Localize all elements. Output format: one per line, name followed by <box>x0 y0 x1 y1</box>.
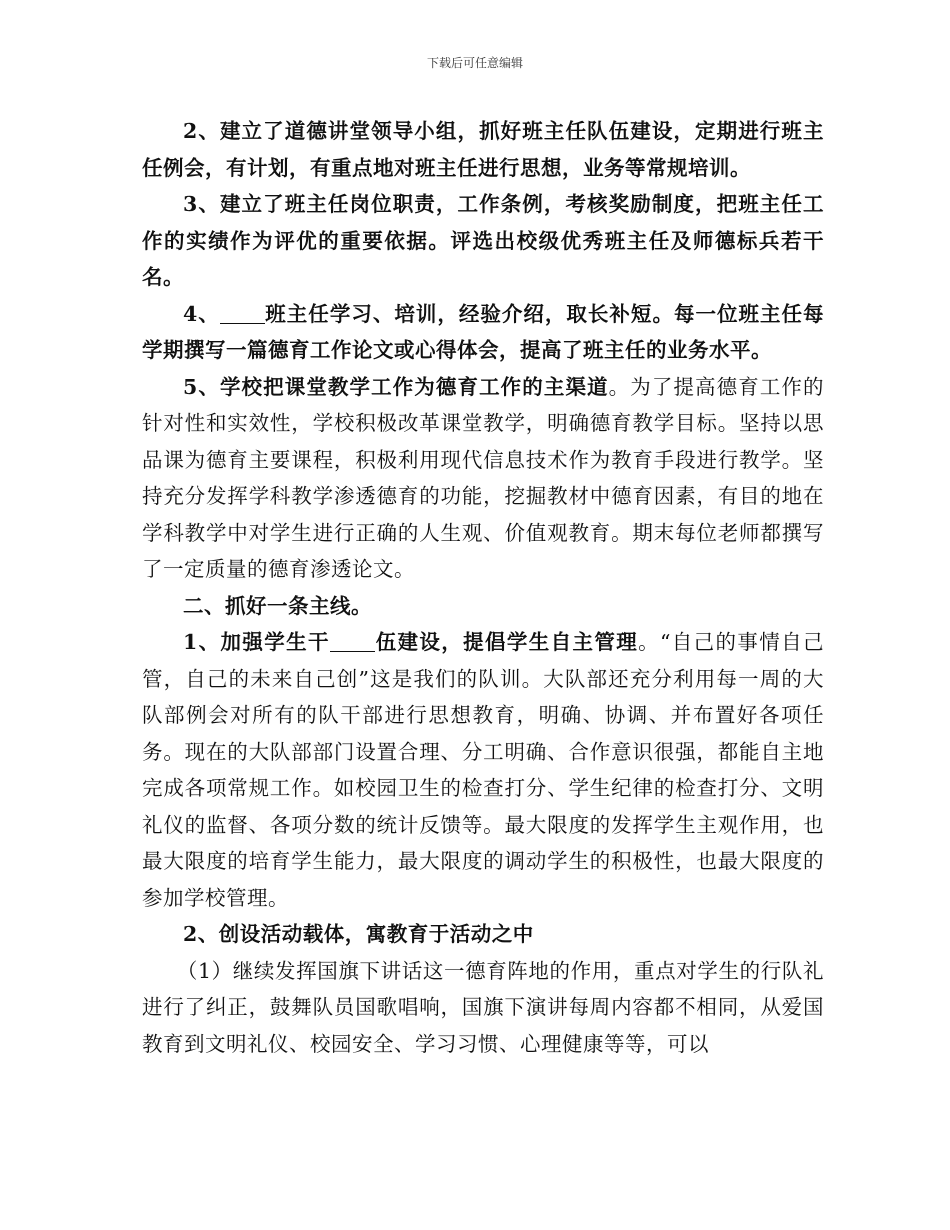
paragraph-6 <box>142 624 824 916</box>
paragraph-6-heading-a: 1、加强学生干 <box>183 630 330 654</box>
paragraph-7: 2、创设活动载体，寓教育于活动之中 <box>183 922 534 946</box>
fill-blank <box>330 629 375 652</box>
paragraph-2: 3、建立了班主任岗位职责，工作条例，考核奖励制度，把班主任工作的实绩作为评优的重要依据。评选出校级优秀班主任及师德标兵若干名。 <box>142 192 824 289</box>
paragraph-3-prefix: 4、 <box>183 301 220 326</box>
paragraph-6-text: 。“自己的事情自己管，自己的未来自己创”这是我们的队训。大队部还充分利用每一周的大队部例会对所有的队干部进行思想教育，明确、协调、并布置好各项任务。现在的大队部部门设置合理、分工明确、合作意识很强，都能自主地完成各项常规工作。如校园卫生的检查打分、学生纪律的检查打分、文明礼仪的监督、各项分数的统计反馈等。最大限度的发挥学生主观作用，也最大限度的培育学生能力，最大限度的调动学生的积极性，也最大限度的参加学校管理。 <box>142 630 825 910</box>
paragraph-4-text: 。为了提高德育工作的针对性和实效性，学校积极改革课堂教学，明确德育教学目标。坚持以思品课为德育主要课程，积极利用现代信息技术作为教育手段进行教学。坚持充分发挥学科教学渗透德育的功能，挖掘教材中德育因素，有目的地在学科教学中对学生进行正确的人生观、价值观教育。期末每位老师都撰写了一定质量的德育渗透论文。 <box>142 374 825 581</box>
fill-blank <box>220 301 265 324</box>
page-header: 下载后可任意编辑 <box>426 56 523 70</box>
paragraph-4 <box>142 369 824 588</box>
paragraph-8: （1）继续发挥国旗下讲话这一德育阵地的作用，重点对学生的行队礼进行了纠正，鼓舞队员国歌唱响，国旗下演讲每周内容都不相同，从爱国教育到文明礼仪、校园安全、学习习惯、心理健康等等，可以 <box>142 958 824 1056</box>
paragraph-3 <box>142 296 824 369</box>
paragraph-6-heading-b: 伍建设，提倡学生自主管理 <box>374 630 639 654</box>
paragraph-1: 2、建立了道德讲堂领导小组，抓好班主任队伍建设，定期进行班主任例会，有计划，有重点地对班主任进行思想，业务等常规培训。 <box>142 119 824 180</box>
section-heading-2: 二、抓好一条主线。 <box>183 593 372 618</box>
paragraph-3-text: 班主任学习、培训，经验介绍，取长补短。每一位班主任每学期撰写一篇德育工作论文或心得体会，提高了班主任的业务水平。 <box>142 301 824 362</box>
paragraph-4-heading: 5、学校把课堂教学工作为德育工作的主渠道 <box>183 374 609 399</box>
document-body <box>142 113 824 1062</box>
